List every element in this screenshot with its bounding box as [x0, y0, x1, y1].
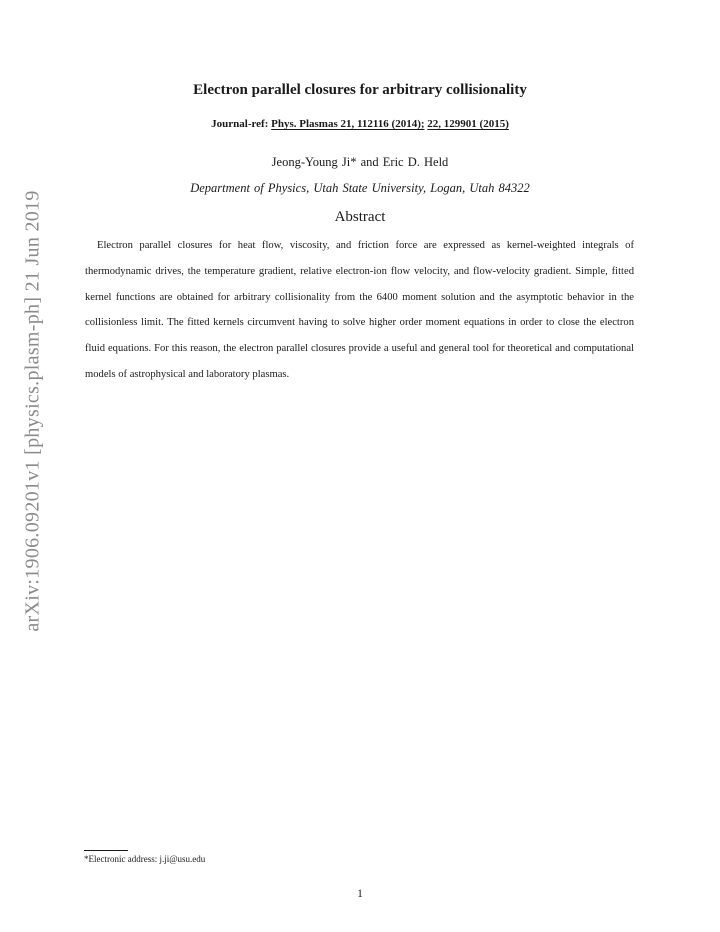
abstract-heading: Abstract	[334, 209, 386, 225]
footnote-divider	[84, 850, 128, 851]
journal-ref-link-1[interactable]: Phys. Plasmas 21, 112116 (2014);	[271, 118, 425, 130]
journal-reference	[0, 118, 720, 130]
footnote-email: *Electronic address: j.ji@usu.edu	[84, 854, 206, 864]
author-affiliation: Department of Physics, Utah State University, Logan, Utah 84322	[190, 181, 530, 195]
page-number: 1	[357, 888, 363, 900]
paper-title: Electron parallel closures for arbitrary collisionality	[193, 82, 527, 98]
arxiv-identifier-stamp: arXiv:1906.09201v1 [physics.plasm-ph] 21 Jun 2019	[21, 190, 44, 632]
journal-ref-link-2[interactable]: 22, 129901 (2015)	[427, 118, 509, 130]
journal-ref-label: Journal-ref:	[211, 118, 269, 130]
author-list: Jeong-Young Ji* and Eric D. Held	[271, 155, 449, 169]
abstract-text: Electron parallel closures for heat flow, viscosity, and friction force are expressed as kernel-weighted integrals of thermodynamic drives, the temperature gradient, relative electron-ion flow velocity, and flow-velocity gradient. Simple, fitted kernel functions are obtained for arbitrary collisionality from the 6400 moment solution and the asymptotic behavior in the collisionless limit. The fitted kernels circumvent having to solve higher order moment equations in order to close the electron fluid equations. For this reason, the electron parallel closures provide a useful and general tool for theoretical and computational models of astrophysical and laboratory plasmas.	[85, 240, 634, 380]
